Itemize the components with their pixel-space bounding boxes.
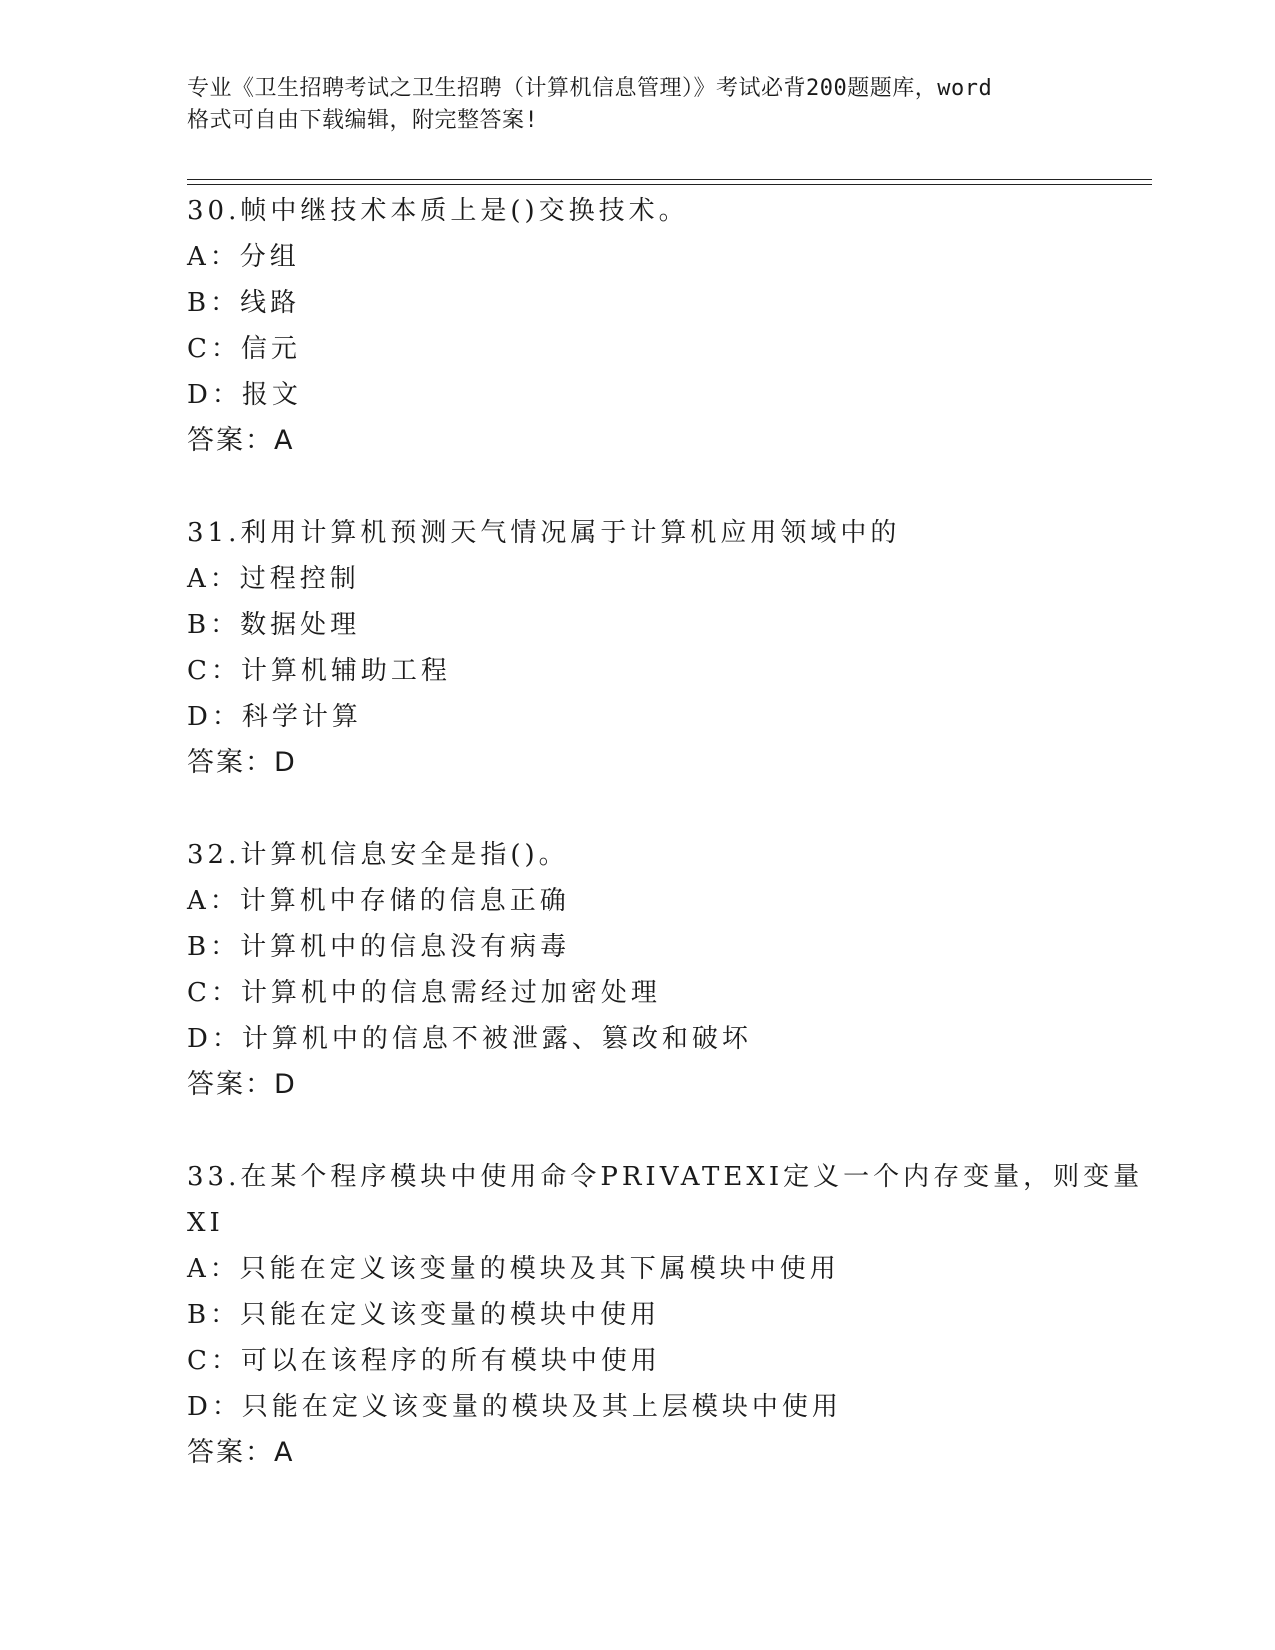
question-30 (187, 188, 1087, 464)
answer-label: 答案：A (187, 425, 295, 456)
question-33 (187, 1154, 1144, 1476)
option-b: B：数据处理 (187, 610, 361, 640)
question-list (187, 188, 1144, 1522)
question-stem: 32.计算机信息安全是指()。 (187, 840, 569, 870)
document-header (187, 73, 1087, 137)
option-c: C：计算机中的信息需经过加密处理 (187, 978, 661, 1008)
option-d: D：只能在定义该变量的模块及其上层模块中使用 (187, 1392, 842, 1422)
answer-label: 答案：D (187, 1069, 297, 1100)
answer-label: 答案：A (187, 1437, 295, 1468)
option-d: D：科学计算 (187, 702, 362, 732)
option-a: A：过程控制 (187, 564, 360, 594)
option-a: A：分组 (187, 242, 300, 272)
question-stem: 33.在某个程序模块中使用命令PRIVATEXI定义一个内存变量，则变量 (187, 1162, 1144, 1192)
option-b: B：只能在定义该变量的模块中使用 (187, 1300, 661, 1330)
question-stem-continuation: XI (187, 1208, 224, 1238)
option-c: C：计算机辅助工程 (187, 656, 451, 686)
question-stem: 30.帧中继技术本质上是()交换技术。 (187, 196, 689, 226)
header-title-line-1: 专业《卫生招聘考试之卫生招聘（计算机信息管理）》考试必背200题题库，word (187, 76, 993, 101)
question-31 (187, 510, 1087, 786)
option-b: B：线路 (187, 288, 301, 318)
option-d: D：报文 (187, 380, 302, 410)
option-a: A：只能在定义该变量的模块及其下属模块中使用 (187, 1254, 840, 1284)
header-divider-bottom (187, 184, 1152, 185)
option-c: C：信元 (187, 334, 301, 364)
option-c: C：可以在该程序的所有模块中使用 (187, 1346, 661, 1376)
answer-label: 答案：D (187, 747, 297, 778)
header-divider-top (187, 179, 1152, 180)
question-stem: 31.利用计算机预测天气情况属于计算机应用领域中的 (187, 518, 901, 548)
question-32 (187, 832, 1087, 1108)
option-d: D：计算机中的信息不被泄露、篡改和破坏 (187, 1024, 752, 1054)
option-a: A：计算机中存储的信息正确 (187, 886, 570, 916)
header-title-line-2: 格式可自由下载编辑，附完整答案! (187, 108, 539, 133)
option-b: B：计算机中的信息没有病毒 (187, 932, 571, 962)
